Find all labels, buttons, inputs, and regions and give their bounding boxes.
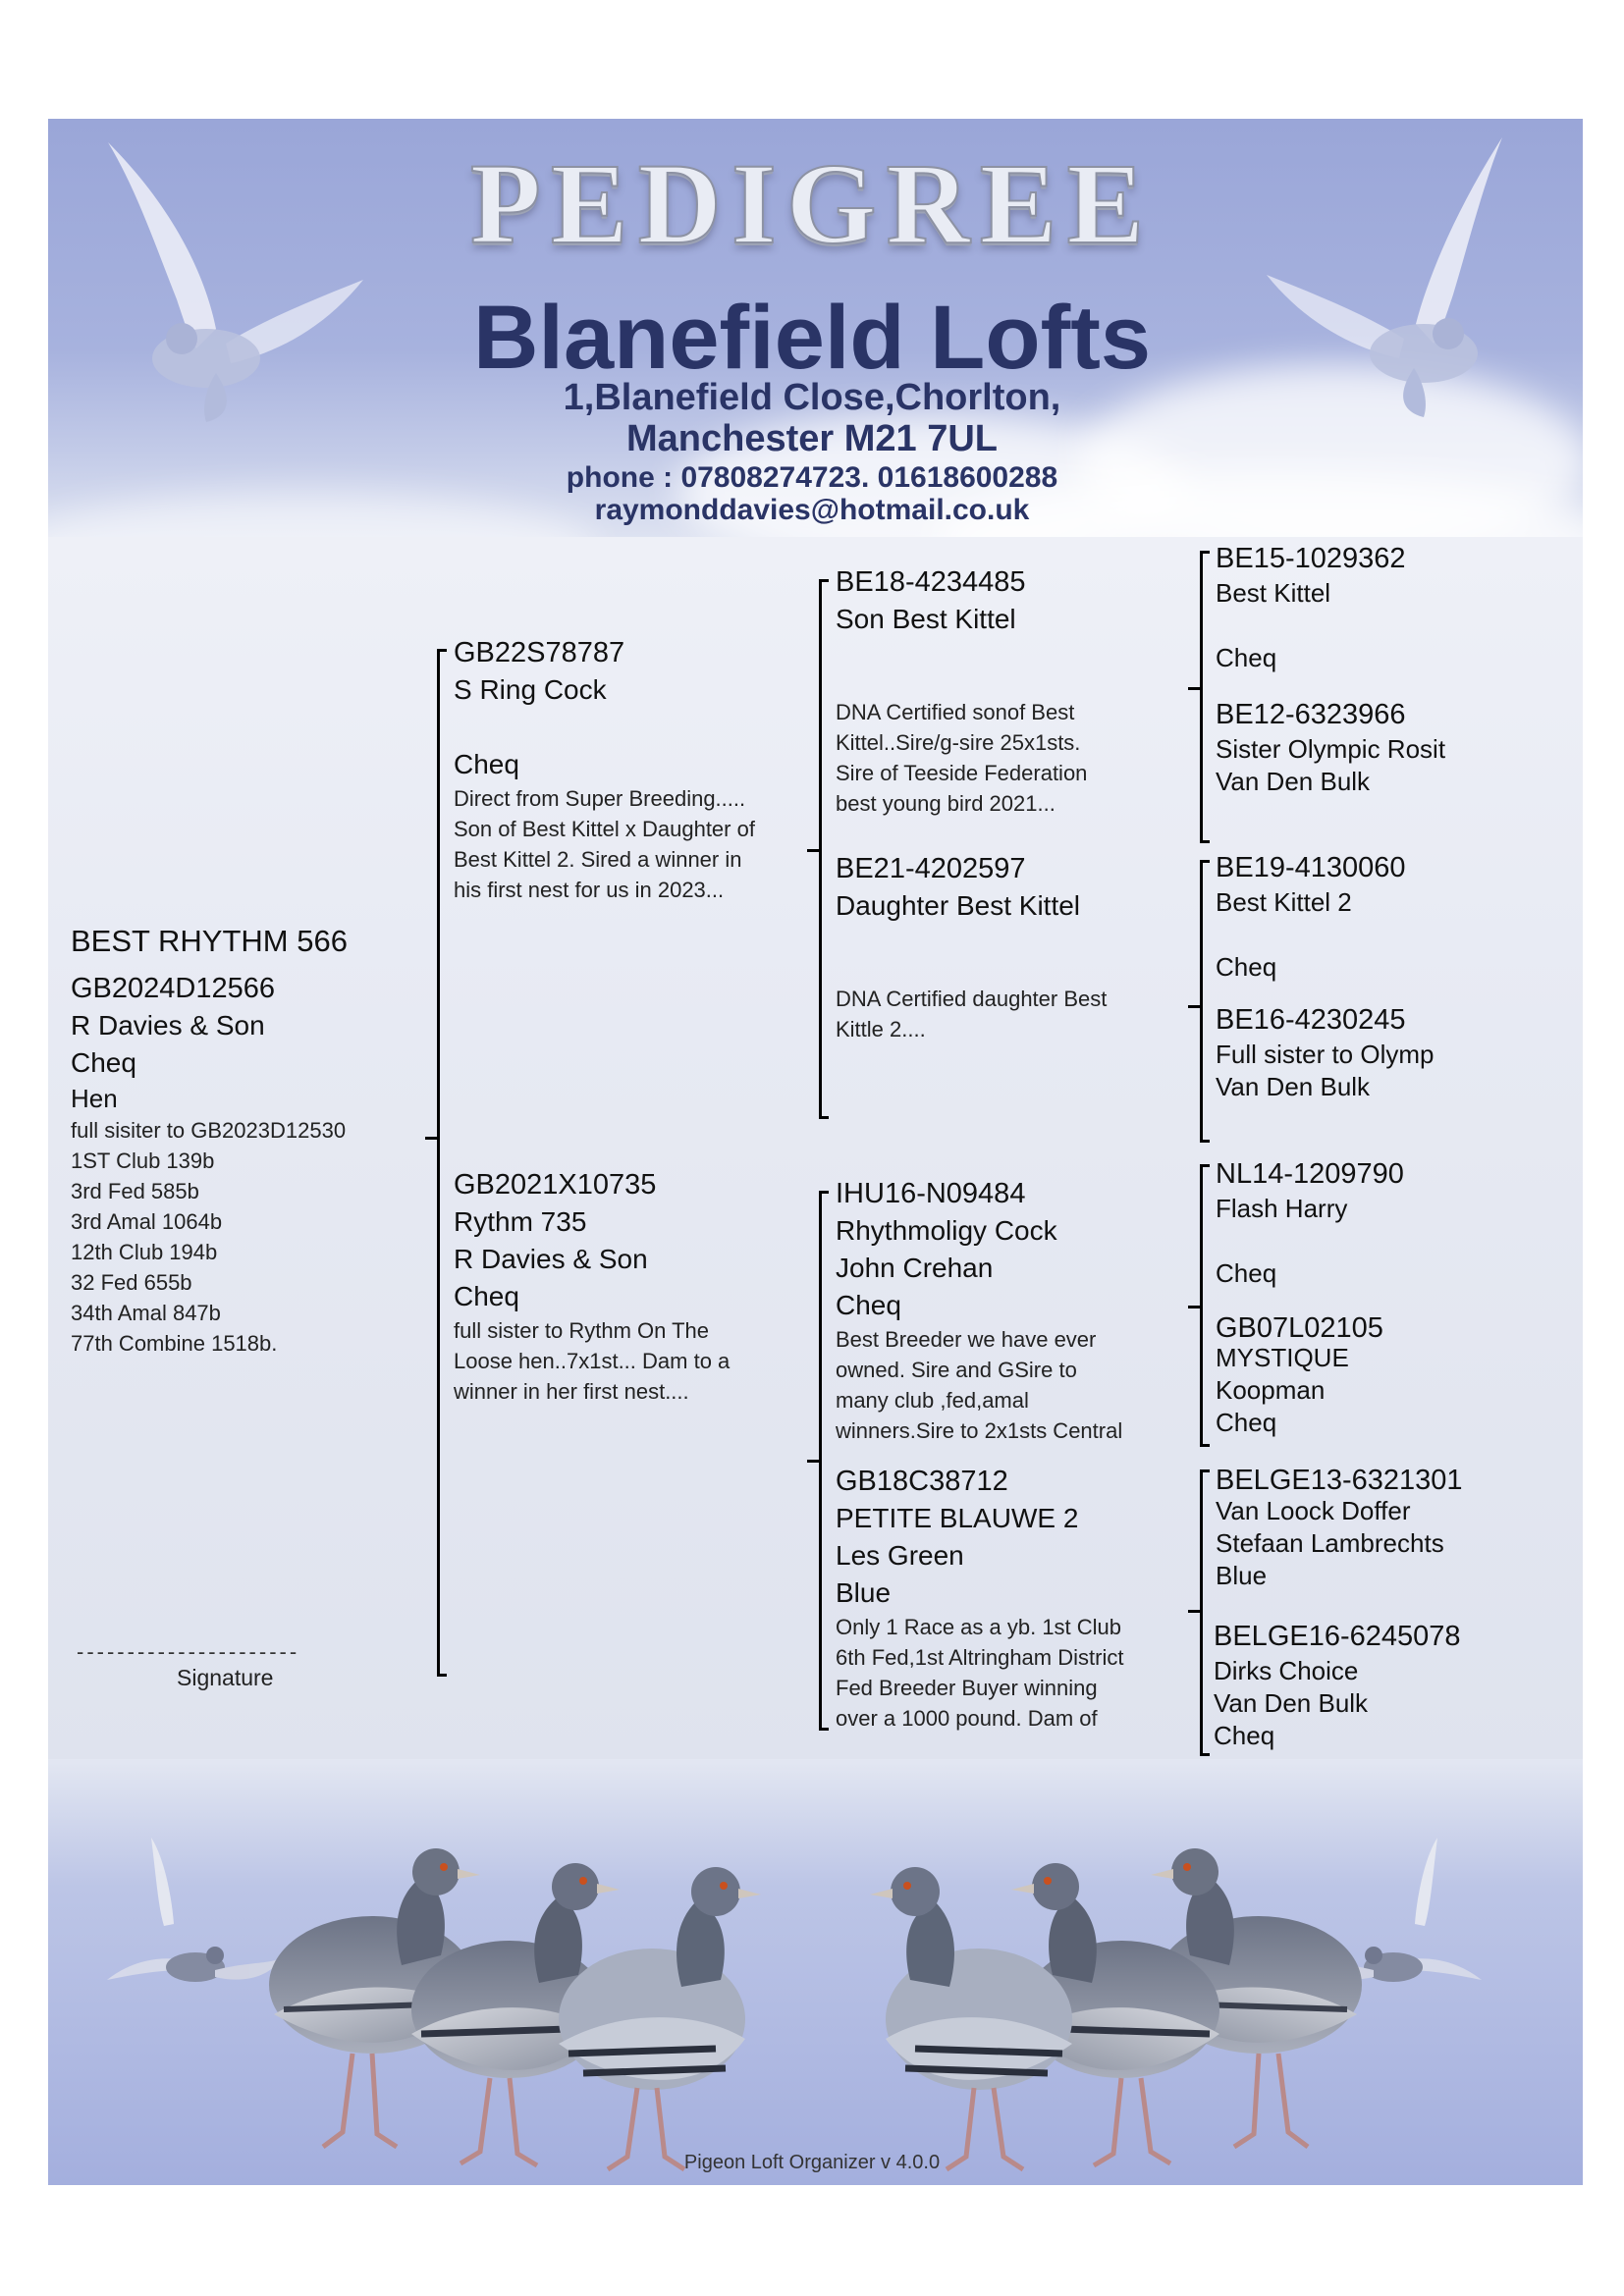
- subject-ring: GB2024D12566: [71, 973, 275, 1004]
- dds-line1: Van Loock Doffer: [1216, 1496, 1411, 1525]
- ds-note: many club ,fed,amal: [836, 1388, 1029, 1413]
- ss-name: Son Best Kittel: [836, 604, 1016, 634]
- gen3-bird-sdd: [1216, 1001, 1435, 1103]
- sd-ring: BE21-4202597: [836, 853, 1026, 884]
- sdd-line2: Van Den Bulk: [1216, 1072, 1371, 1101]
- sd-note: DNA Certified daughter Best: [836, 987, 1108, 1011]
- sd-name: Daughter Best Kittel: [836, 890, 1081, 921]
- ds-note: Best Breeder we have ever: [836, 1327, 1097, 1352]
- sire-note: Direct from Super Breeding.....: [454, 786, 746, 811]
- dd-note: Only 1 Race as a yb. 1st Club: [836, 1615, 1122, 1639]
- ddd-ring: BELGE16-6245078: [1214, 1621, 1461, 1652]
- dam-colour: Cheq: [454, 1281, 519, 1311]
- phone: phone : 07808274723. 01618600288: [566, 461, 1058, 494]
- dds-ring: BELGE13-6321301: [1216, 1465, 1463, 1496]
- sds-ring: BE19-4130060: [1216, 852, 1406, 883]
- subject-owner: R Davies & Son: [71, 1010, 265, 1041]
- gen3-bird-sds: [1216, 849, 1406, 984]
- ss-note: best young bird 2021...: [836, 791, 1056, 816]
- address-line-2: Manchester M21 7UL: [625, 418, 998, 459]
- sds-line2: [1216, 919, 1406, 951]
- ds-name: Rhythmoligy Cock: [836, 1215, 1057, 1246]
- address-line-1: 1,Blanefield Close,Chorlton,: [563, 377, 1061, 418]
- dsd-line3: Cheq: [1216, 1408, 1277, 1437]
- bracket-tick: [1188, 687, 1200, 690]
- sire-sire-bird: [836, 563, 1087, 819]
- sdd-ring: BE16-4230245: [1216, 1004, 1406, 1036]
- dss-line1: Flash Harry: [1216, 1194, 1348, 1223]
- ds-note: winners.Sire to 2x1sts Central: [836, 1418, 1123, 1443]
- dam-note: Loose hen..7x1st... Dam to a: [454, 1349, 731, 1373]
- ddd-line2: Van Den Bulk: [1214, 1688, 1369, 1718]
- signature-label: Signature: [177, 1665, 274, 1690]
- subject-note: 32 Fed 655b: [71, 1270, 192, 1295]
- dam-ring: GB2021X10735: [454, 1169, 657, 1201]
- subject-note: 3rd Amal 1064b: [71, 1209, 223, 1234]
- dss-line2: [1216, 1225, 1404, 1257]
- subject-name: BEST RHYTHM 566: [71, 924, 348, 958]
- dam-note: full sister to Rythm On The: [454, 1318, 710, 1343]
- dd-note: Fed Breeder Buyer winning: [836, 1676, 1098, 1700]
- subject-bird: [71, 921, 348, 1359]
- sss-line2: [1216, 610, 1406, 642]
- dsd-line1: MYSTIQUE: [1216, 1343, 1349, 1372]
- gen3-bird-ddd: [1214, 1618, 1461, 1752]
- ddd-line1: Dirks Choice: [1214, 1656, 1359, 1685]
- dss-line3: Cheq: [1216, 1258, 1277, 1288]
- dd-note: over a 1000 pound. Dam of: [836, 1706, 1098, 1731]
- gen3-bird-sss: [1216, 540, 1406, 674]
- bracket-tick: [1188, 1005, 1200, 1008]
- gen3-bracket: [1200, 860, 1203, 1143]
- dd-ring: GB18C38712: [836, 1466, 1008, 1497]
- signature-line: ----------------------: [77, 1639, 300, 1664]
- loft-name: Blanefield Lofts: [472, 288, 1152, 388]
- dds-line2: Stefaan Lambrechts: [1216, 1528, 1444, 1558]
- sire-note: his first nest for us in 2023...: [454, 878, 725, 902]
- dds-line3: Blue: [1216, 1561, 1268, 1590]
- sire-ring: GB22S78787: [454, 637, 625, 668]
- email: raymonddavies@hotmail.co.uk: [594, 494, 1030, 526]
- dd-colour: Blue: [836, 1577, 892, 1608]
- bracket-tick: [807, 1460, 819, 1463]
- dam-parents-bracket: [819, 1191, 822, 1731]
- dam-note: winner in her first nest....: [454, 1379, 689, 1404]
- ss-note: DNA Certified sonof Best: [836, 700, 1075, 724]
- pedigree-title: PEDIGREE: [469, 139, 1155, 268]
- sire-note: Son of Best Kittel x Daughter of: [454, 817, 755, 841]
- subject-note: 77th Combine 1518b.: [71, 1331, 278, 1356]
- sire-bird: [454, 634, 755, 905]
- gen3-bracket: [1200, 1469, 1203, 1756]
- gen3-bird-dds: [1216, 1462, 1463, 1592]
- ds-owner: John Crehan: [836, 1253, 994, 1283]
- sire-dam-bird: [836, 850, 1107, 1044]
- ssd-line2: Van Den Bulk: [1216, 767, 1371, 796]
- subject-note: 1ST Club 139b: [71, 1148, 215, 1173]
- sss-line3: Cheq: [1216, 643, 1277, 672]
- sdd-line1: Full sister to Olymp: [1216, 1040, 1435, 1069]
- gen3-bird-ssd: [1216, 696, 1445, 798]
- gen3-bracket: [1200, 1164, 1203, 1447]
- gen3-bird-dss: [1216, 1155, 1404, 1290]
- bracket-tick: [1188, 1306, 1200, 1308]
- sds-line1: Best Kittel 2: [1216, 887, 1352, 917]
- sss-line1: Best Kittel: [1216, 578, 1331, 608]
- ds-ring: IHU16-N09484: [836, 1178, 1026, 1209]
- sire-parents-bracket: [819, 579, 822, 1119]
- dam-owner: R Davies & Son: [454, 1244, 648, 1274]
- subject-note: 3rd Fed 585b: [71, 1179, 199, 1203]
- subject-note: 12th Club 194b: [71, 1240, 218, 1264]
- subject-sex: Hen: [71, 1084, 118, 1113]
- dss-ring: NL14-1209790: [1216, 1158, 1404, 1190]
- ds-note: owned. Sire and GSire to: [836, 1358, 1077, 1382]
- bracket-tick: [807, 849, 819, 852]
- ss-ring: BE18-4234485: [836, 566, 1026, 598]
- ssd-ring: BE12-6323966: [1216, 699, 1406, 730]
- pigeons-illustration-icon: [48, 1759, 1583, 2185]
- dam-bird: [454, 1166, 730, 1407]
- sd-note: Kittle 2....: [836, 1017, 926, 1041]
- bracket-tick: [1188, 1610, 1200, 1613]
- dsd-line2: Koopman: [1216, 1375, 1326, 1405]
- dd-note: 6th Fed,1st Altringham District: [836, 1645, 1124, 1670]
- dsd-ring: GB07L02105: [1216, 1312, 1383, 1344]
- ssd-line1: Sister Olympic Rosit: [1216, 734, 1446, 764]
- software-credit: Pigeon Loft Organizer v 4.0.0: [683, 2152, 941, 2173]
- ss-note: Sire of Teeside Federation: [836, 761, 1088, 785]
- dam-dam-bird: [836, 1463, 1123, 1734]
- gen3-bird-dsd: [1216, 1309, 1383, 1439]
- dd-owner: Les Green: [836, 1540, 964, 1571]
- gen3-bracket: [1200, 551, 1203, 843]
- subject-colour: Cheq: [71, 1047, 136, 1078]
- subject-note: 34th Amal 847b: [71, 1301, 221, 1325]
- ds-colour: Cheq: [836, 1290, 901, 1320]
- bracket-tick: [425, 1137, 437, 1140]
- dam-sire-bird: [836, 1175, 1122, 1446]
- sire-colour: Cheq: [454, 749, 519, 779]
- sire-name: S Ring Cock: [454, 674, 607, 705]
- parents-bracket: [437, 649, 440, 1677]
- dam-name: Rythm 735: [454, 1206, 587, 1237]
- sss-ring: BE15-1029362: [1216, 543, 1406, 574]
- subject-note: full sisiter to GB2023D12530: [71, 1118, 347, 1143]
- sds-line3: Cheq: [1216, 952, 1277, 982]
- sire-note: Best Kittel 2. Sired a winner in: [454, 847, 742, 872]
- ddd-line3: Cheq: [1214, 1721, 1275, 1750]
- dd-name: PETITE BLAUWE 2: [836, 1503, 1079, 1533]
- ss-note: Kittel..Sire/g-sire 25x1sts.: [836, 730, 1081, 755]
